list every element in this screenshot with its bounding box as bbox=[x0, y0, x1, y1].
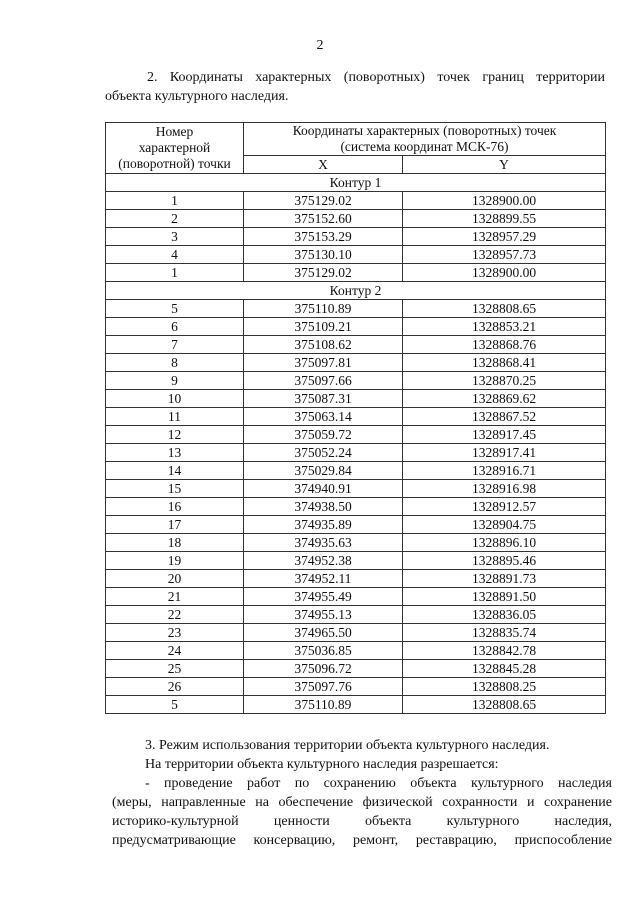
point-number-cell: 7 bbox=[106, 336, 244, 354]
point-number-cell: 26 bbox=[106, 678, 244, 696]
y-coordinate-cell: 1328868.76 bbox=[403, 336, 606, 354]
point-number-cell: 15 bbox=[106, 480, 244, 498]
y-coordinate-cell: 1328904.75 bbox=[403, 516, 606, 534]
y-coordinate-cell: 1328869.62 bbox=[403, 390, 606, 408]
x-coordinate-cell: 375059.72 bbox=[244, 426, 403, 444]
coordinates-table-body bbox=[106, 174, 606, 714]
x-coordinate-cell: 375110.89 bbox=[244, 696, 403, 714]
point-number-cell: 16 bbox=[106, 498, 244, 516]
point-number-cell: 14 bbox=[106, 462, 244, 480]
y-coordinate-cell: 1328916.98 bbox=[403, 480, 606, 498]
allowed-intro: На территории объекта культурного наследия разрешается: bbox=[145, 757, 499, 772]
table-row bbox=[106, 210, 606, 228]
x-coordinate-cell: 375130.10 bbox=[244, 246, 403, 264]
point-number-cell: 11 bbox=[106, 408, 244, 426]
y-coordinate-cell: 1328900.00 bbox=[403, 192, 606, 210]
point-number-cell: 25 bbox=[106, 660, 244, 678]
x-coordinate-cell: 375087.31 bbox=[244, 390, 403, 408]
coordinates-table bbox=[105, 122, 606, 714]
point-number-cell: 1 bbox=[106, 192, 244, 210]
coordinates-header-line: Координаты характерных (поворотных) точек bbox=[292, 123, 557, 138]
point-number-cell: 3 bbox=[106, 228, 244, 246]
y-coordinate-cell: 1328891.73 bbox=[403, 570, 606, 588]
point-number-cell: 6 bbox=[106, 318, 244, 336]
x-coordinate-cell: 375029.84 bbox=[244, 462, 403, 480]
section-heading-line-2: объекта культурного наследия. bbox=[105, 89, 289, 104]
page-number: 2 bbox=[316, 38, 324, 53]
point-number-cell: 24 bbox=[106, 642, 244, 660]
regime-paragraph: 3. Режим использования территории объекта культурного наследия. bbox=[145, 738, 550, 753]
x-coordinate-cell: 375052.24 bbox=[244, 444, 403, 462]
y-coordinate-cell: 1328916.71 bbox=[403, 462, 606, 480]
table-row bbox=[106, 372, 606, 390]
y-coordinate-cell: 1328895.46 bbox=[403, 552, 606, 570]
point-number-cell: 22 bbox=[106, 606, 244, 624]
table-row bbox=[106, 246, 606, 264]
x-coordinate-cell: 375129.02 bbox=[244, 192, 403, 210]
x-coordinate-cell: 374952.11 bbox=[244, 570, 403, 588]
x-coordinate-cell: 374935.63 bbox=[244, 534, 403, 552]
table-row bbox=[106, 498, 606, 516]
x-coordinate-cell: 374965.50 bbox=[244, 624, 403, 642]
contour-row bbox=[106, 174, 606, 192]
point-number-cell: 21 bbox=[106, 588, 244, 606]
table-row bbox=[106, 390, 606, 408]
point-number-header-line: (поворотной) точки bbox=[118, 156, 231, 171]
table-row bbox=[106, 264, 606, 282]
point-number-cell: 5 bbox=[106, 300, 244, 318]
table-row bbox=[106, 516, 606, 534]
table-row bbox=[106, 696, 606, 714]
table-row bbox=[106, 534, 606, 552]
table-row bbox=[106, 192, 606, 210]
table-row bbox=[106, 228, 606, 246]
x-coordinate-cell: 374938.50 bbox=[244, 498, 403, 516]
x-coordinate-cell: 375063.14 bbox=[244, 408, 403, 426]
allowed-item-line: (меры, направленные на обеспечение физической сохранности и сохранение bbox=[112, 795, 612, 810]
table-row bbox=[106, 624, 606, 642]
table-row bbox=[106, 606, 606, 624]
y-coordinate-cell: 1328842.78 bbox=[403, 642, 606, 660]
y-coordinate-cell: 1328912.57 bbox=[403, 498, 606, 516]
x-coordinate-cell: 375153.29 bbox=[244, 228, 403, 246]
table-row bbox=[106, 570, 606, 588]
contour-row bbox=[106, 282, 606, 300]
y-coordinate-cell: 1328835.74 bbox=[403, 624, 606, 642]
coordinates-header-line: (система координат МСК-76) bbox=[340, 139, 509, 154]
table-row bbox=[106, 642, 606, 660]
table-row bbox=[106, 462, 606, 480]
table-row bbox=[106, 678, 606, 696]
x-coordinate-cell: 374955.49 bbox=[244, 588, 403, 606]
y-coordinate-cell: 1328891.50 bbox=[403, 588, 606, 606]
table-row bbox=[106, 354, 606, 372]
table-row bbox=[106, 552, 606, 570]
y-coordinate-cell: 1328836.05 bbox=[403, 606, 606, 624]
allowed-item-line: предусматривающие консервацию, ремонт, реставрацию, приспособление bbox=[112, 833, 612, 848]
point-number-cell: 9 bbox=[106, 372, 244, 390]
point-number-header-line: характерной bbox=[138, 140, 211, 155]
section-heading bbox=[105, 68, 605, 106]
table-row bbox=[106, 426, 606, 444]
y-coordinate-cell: 1328917.41 bbox=[403, 444, 606, 462]
point-number-cell: 20 bbox=[106, 570, 244, 588]
y-coordinate-cell: 1328957.29 bbox=[403, 228, 606, 246]
y-coordinate-cell: 1328808.65 bbox=[403, 696, 606, 714]
point-number-cell: 13 bbox=[106, 444, 244, 462]
point-number-cell: 10 bbox=[106, 390, 244, 408]
table-row bbox=[106, 480, 606, 498]
x-coordinate-cell: 374935.89 bbox=[244, 516, 403, 534]
point-number-cell: 1 bbox=[106, 264, 244, 282]
x-coordinate-cell: 375110.89 bbox=[244, 300, 403, 318]
x-coordinate-cell: 375108.62 bbox=[244, 336, 403, 354]
point-number-cell: 8 bbox=[106, 354, 244, 372]
point-number-cell: 17 bbox=[106, 516, 244, 534]
point-number-cell: 5 bbox=[106, 696, 244, 714]
x-coordinate-cell: 374952.38 bbox=[244, 552, 403, 570]
y-coordinate-cell: 1328899.55 bbox=[403, 210, 606, 228]
table-row bbox=[106, 300, 606, 318]
point-number-cell: 23 bbox=[106, 624, 244, 642]
x-coordinate-cell: 375097.76 bbox=[244, 678, 403, 696]
section-heading-line-1: 2. Координаты характерных (поворотных) точек границ территории bbox=[147, 70, 605, 85]
coordinates-header bbox=[244, 123, 606, 156]
y-coordinate-cell: 1328900.00 bbox=[403, 264, 606, 282]
x-coordinate-cell: 375129.02 bbox=[244, 264, 403, 282]
y-coordinate-cell: 1328867.52 bbox=[403, 408, 606, 426]
point-number-cell: 19 bbox=[106, 552, 244, 570]
y-coordinate-cell: 1328917.45 bbox=[403, 426, 606, 444]
y-coordinate-cell: 1328957.73 bbox=[403, 246, 606, 264]
table-row bbox=[106, 588, 606, 606]
allowed-item-line: - проведение работ по сохранению объекта культурного наследия bbox=[145, 776, 612, 791]
point-number-cell: 2 bbox=[106, 210, 244, 228]
x-coordinate-cell: 375152.60 bbox=[244, 210, 403, 228]
x-coordinate-cell: 375097.66 bbox=[244, 372, 403, 390]
contour-label: Контур 1 bbox=[106, 174, 606, 192]
y-coordinate-cell: 1328868.41 bbox=[403, 354, 606, 372]
y-coordinate-cell: 1328870.25 bbox=[403, 372, 606, 390]
x-column-header: X bbox=[244, 156, 403, 174]
x-coordinate-cell: 375096.72 bbox=[244, 660, 403, 678]
x-coordinate-cell: 374955.13 bbox=[244, 606, 403, 624]
x-coordinate-cell: 375036.85 bbox=[244, 642, 403, 660]
regime-section bbox=[112, 736, 612, 850]
table-row bbox=[106, 318, 606, 336]
point-number-cell: 4 bbox=[106, 246, 244, 264]
point-number-cell: 18 bbox=[106, 534, 244, 552]
y-coordinate-cell: 1328896.10 bbox=[403, 534, 606, 552]
table-row bbox=[106, 336, 606, 354]
table-row bbox=[106, 660, 606, 678]
contour-label: Контур 2 bbox=[106, 282, 606, 300]
y-column-header: Y bbox=[403, 156, 606, 174]
point-number-cell: 12 bbox=[106, 426, 244, 444]
y-coordinate-cell: 1328853.21 bbox=[403, 318, 606, 336]
point-number-header bbox=[106, 123, 244, 174]
table-row bbox=[106, 444, 606, 462]
y-coordinate-cell: 1328808.65 bbox=[403, 300, 606, 318]
point-number-header-line: Номер bbox=[155, 124, 194, 139]
y-coordinate-cell: 1328845.28 bbox=[403, 660, 606, 678]
table-row bbox=[106, 408, 606, 426]
x-coordinate-cell: 374940.91 bbox=[244, 480, 403, 498]
y-coordinate-cell: 1328808.25 bbox=[403, 678, 606, 696]
x-coordinate-cell: 375097.81 bbox=[244, 354, 403, 372]
allowed-item-line: историко-культурной ценности объекта культурного наследия, bbox=[112, 814, 612, 829]
x-coordinate-cell: 375109.21 bbox=[244, 318, 403, 336]
